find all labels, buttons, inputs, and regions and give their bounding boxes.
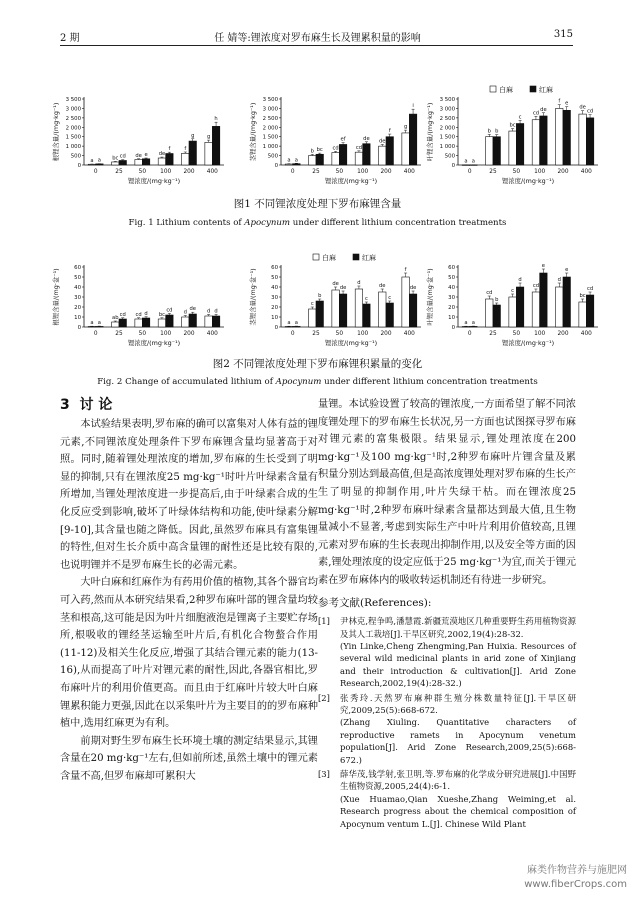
x-tick-label: 100 <box>160 331 172 337</box>
bar <box>363 144 370 165</box>
significance-letter: a <box>287 320 291 327</box>
y-tick-label: 0 <box>451 163 455 169</box>
reference-item <box>318 768 576 830</box>
chart-f1-root <box>51 97 224 185</box>
bar <box>586 118 593 165</box>
significance-letter: ef <box>340 136 346 143</box>
y-tick-label: 3 000 <box>439 106 455 113</box>
significance-letter: de <box>135 152 142 159</box>
chart-f1-leaf <box>425 85 598 185</box>
reference-number: [3] <box>318 769 330 779</box>
significance-letter: f <box>388 128 391 135</box>
y-tick-label: 1 500 <box>262 134 278 141</box>
chart-f1-stem <box>248 97 421 185</box>
bar <box>532 292 539 327</box>
significance-letter: d <box>206 308 211 315</box>
bar <box>182 317 189 327</box>
bar <box>493 137 500 165</box>
bar <box>119 319 126 327</box>
significance-letter: c <box>388 295 392 301</box>
y-tick-label: 1 000 <box>262 144 278 151</box>
significance-letter: a <box>97 320 101 327</box>
significance-letter: de <box>363 135 370 142</box>
header-rule <box>60 45 573 46</box>
bar <box>88 327 95 328</box>
significance-letter: a <box>471 158 475 165</box>
y-axis-label: 根锂含量/(mg·盆⁻¹) <box>52 268 60 326</box>
bar <box>212 126 219 165</box>
reference-item <box>318 692 576 766</box>
y-tick-label: 1 500 <box>439 134 455 141</box>
chart-f2-root <box>51 265 224 347</box>
bar <box>135 319 142 327</box>
significance-letter: c <box>310 301 314 307</box>
bar <box>96 326 103 327</box>
y-tick-label: 2 000 <box>65 125 81 132</box>
bar <box>158 319 165 327</box>
significance-letter: cd <box>586 286 594 292</box>
significance-letter: a <box>90 158 94 165</box>
bar <box>556 287 563 327</box>
bar <box>563 277 570 327</box>
bar <box>293 326 300 327</box>
bar <box>285 327 292 328</box>
significance-letter: h <box>214 116 218 123</box>
significance-letter: bc <box>509 122 516 129</box>
y-tick-label: 3 500 <box>65 97 81 103</box>
significance-letter: cd <box>119 153 126 160</box>
bar <box>332 153 339 165</box>
bar <box>205 142 212 165</box>
legend-swatch <box>530 86 536 92</box>
bar <box>166 153 173 165</box>
bar <box>409 294 416 327</box>
bar <box>509 297 516 327</box>
legend-swatch <box>490 86 496 92</box>
significance-letter: bc <box>316 147 323 154</box>
x-tick-label: 100 <box>534 331 546 337</box>
page-label: 2 期 <box>60 33 80 44</box>
y-tick-label: 40 <box>74 285 81 291</box>
significance-letter: a <box>97 157 101 164</box>
y-tick-label: 50 <box>448 275 455 281</box>
bar <box>462 327 469 328</box>
bar <box>212 316 219 327</box>
x-tick-label: 50 <box>335 331 344 337</box>
significance-letter: cd <box>586 108 594 115</box>
bar <box>309 156 316 165</box>
bar <box>135 160 142 165</box>
y-tick-label: 0 <box>274 325 278 331</box>
y-tick-label: 500 <box>267 153 278 160</box>
section-title: 讨 论 <box>79 397 113 413</box>
legend-label: 白麻 <box>322 254 336 262</box>
significance-letter: c <box>364 296 368 302</box>
figure1-panels <box>0 48 635 208</box>
bar <box>119 160 126 165</box>
y-tick-label: 10 <box>74 315 81 321</box>
bar <box>402 277 409 327</box>
bar <box>540 116 547 165</box>
x-tick-label: 400 <box>580 331 592 337</box>
body-paragraph-continued: 量锂。本试验设置了较高的锂浓度,一方面希望了解不同浓度锂处理下的罗布麻生长状况,另一方面也试图探寻罗布麻对锂元素的富集极限。结果显示,锂处理浓度在200 mg·kg⁻¹及100 mg·kg⁻¹时,2种罗布麻叶片锂含量及累积量分别达到最高值,但是高浓度锂处理对罗布麻的生长产生了明显的抑制作用,叶片失绿干枯。而在锂浓度25 mg·kg⁻¹时,2种罗布麻叶绿素含量都达到最大值,且生物量减小不显著,考虑到实际生产中叶片利用价值较高,且锂元素对罗布麻的生长表现出抑制作用,以及安全等方面的因素,锂处理浓度的设定应低于25 mg·kg⁻¹为宜,而关于锂元素在罗布麻体内的吸收转运机制还有待进一步研究。 <box>318 399 576 586</box>
y-tick-label: 3 000 <box>262 106 278 113</box>
bar <box>586 295 593 327</box>
y-tick-label: 2 000 <box>439 125 455 132</box>
bar <box>516 287 523 327</box>
section-heading <box>60 394 112 414</box>
body-paragraph: 大叶白麻和红麻作为有药用价值的植物,其各个器官均可入药,然而从本研究结果看,2种罗布麻叶部的锂含量均较茎和根高,这可能是因为叶片细胞液泡是锂离子主要贮存场所,根吸收的锂经茎运输至叶片后,有机化合物螯合作用(11-12)及相关生化反应,增强了其结合锂元素的能力(13-16),从而提高了叶片对锂元素的耐性,因此,各器官相比,罗布麻叶片的利用价值更高。而且由于红麻叶片较大叶白麻锂累积能力更强,因此在以采集叶片为主要目的的罗布麻种植中,选用红麻更为有利。 <box>60 577 318 730</box>
figure2-caption-cn: 图2 不同锂浓度处理下罗布麻锂积累量的变化 <box>212 358 423 370</box>
significance-letter: c <box>511 288 515 294</box>
x-tick-label: 50 <box>138 331 147 337</box>
body-right-column <box>318 396 576 832</box>
bar <box>205 316 212 327</box>
x-tick-label: 0 <box>467 169 472 175</box>
bar <box>309 309 316 327</box>
bar <box>96 164 103 165</box>
figure2-panels <box>0 238 635 360</box>
bar <box>402 133 409 165</box>
x-tick-label: 0 <box>467 331 472 337</box>
bar <box>142 159 149 165</box>
significance-letter: c <box>518 114 522 121</box>
y-tick-label: 10 <box>271 315 278 321</box>
significance-letter: bc <box>112 155 119 162</box>
bar <box>142 318 149 327</box>
reference-number: [2] <box>318 692 330 703</box>
x-tick-label: 200 <box>183 169 195 175</box>
bar <box>579 114 586 165</box>
y-tick-label: 10 <box>448 315 455 321</box>
x-axis-label: 锂浓度/(mg·kg⁻¹) <box>501 339 555 347</box>
y-axis-label: 茎锂含量/(mg·盆⁻¹) <box>249 268 257 326</box>
x-tick-label: 0 <box>290 169 295 175</box>
significance-letter: f <box>184 145 187 152</box>
significance-letter: d <box>183 309 187 316</box>
y-tick-label: 60 <box>448 265 455 271</box>
x-axis-label: 锂浓度/(mg·kg⁻¹) <box>501 177 555 185</box>
y-tick-label: 50 <box>74 275 81 281</box>
x-tick-label: 25 <box>489 331 497 337</box>
x-tick-label: 0 <box>93 331 98 337</box>
bar <box>285 164 292 165</box>
significance-letter: b <box>495 297 499 303</box>
x-tick-label: 50 <box>512 331 521 337</box>
bar <box>166 315 173 327</box>
bar <box>379 292 386 327</box>
significance-letter: cd <box>332 145 339 152</box>
bar <box>532 120 539 165</box>
references-heading: 参考文献(References): <box>318 596 432 609</box>
x-axis-label: 锂浓度/(mg·kg⁻¹) <box>324 339 378 347</box>
significance-letter: f <box>404 267 407 273</box>
y-tick-label: 1 000 <box>65 144 81 151</box>
x-tick-label: 0 <box>93 169 98 175</box>
x-tick-label: 200 <box>380 169 392 175</box>
x-axis-label: 锂浓度/(mg·kg⁻¹) <box>324 177 378 185</box>
significance-letter: de <box>579 104 586 111</box>
figure2-caption-en: Fig. 2 Change of accumulated lithium of Apocynum under different lithium concentration treatments <box>97 377 538 387</box>
y-tick-label: 0 <box>77 325 81 331</box>
y-tick-label: 2 500 <box>262 115 278 122</box>
significance-letter: d <box>557 277 561 283</box>
y-tick-label: 500 <box>70 153 81 160</box>
x-tick-label: 100 <box>160 169 172 175</box>
y-tick-label: 60 <box>74 265 81 271</box>
x-tick-label: 50 <box>512 169 521 175</box>
legend-swatch <box>313 254 319 260</box>
x-axis-label: 锂浓度/(mg·kg⁻¹) <box>127 339 181 347</box>
y-tick-label: 2 500 <box>65 115 81 122</box>
bar <box>339 294 346 327</box>
y-tick-label: 500 <box>444 153 455 160</box>
x-tick-label: 50 <box>138 169 147 175</box>
significance-letter: e <box>144 152 148 159</box>
x-tick-label: 25 <box>115 331 123 337</box>
significance-letter: a <box>90 320 94 327</box>
x-tick-label: 400 <box>206 331 218 337</box>
bar <box>112 162 119 165</box>
significance-letter: e <box>565 100 569 107</box>
y-axis-label: 叶锂含量/(mg·盆⁻¹) <box>426 268 434 326</box>
bar <box>516 124 523 165</box>
x-tick-label: 25 <box>489 169 497 175</box>
x-tick-label: 100 <box>534 169 546 175</box>
x-tick-label: 100 <box>357 331 369 337</box>
significance-letter: a <box>464 158 468 165</box>
bar <box>355 289 362 327</box>
y-axis-label: 茎锂含量/(mg·kg⁻¹) <box>249 102 257 162</box>
y-tick-label: 2 000 <box>262 125 278 132</box>
reference-cn: 尹林克,程争鸣,潘慧霞.新疆荒漠地区几种重要野生药用植物资源及其人工栽培[J].干旱区研究,2002,19(4):28-32. <box>340 616 576 639</box>
running-title: 任 婧等:锂浓度对罗布麻生长及锂累积量的影响 <box>214 33 421 44</box>
y-tick-label: 60 <box>271 265 278 271</box>
x-tick-label: 400 <box>206 169 218 175</box>
y-tick-label: 1 500 <box>65 134 81 141</box>
x-tick-label: 0 <box>290 331 295 337</box>
reference-cn: 薛华茂,钱学射,张卫明,等.罗布麻的化学成分研究进展[J].中国野生植物资源,2005,24(4):6-1. <box>340 769 576 792</box>
y-tick-label: 0 <box>451 325 455 331</box>
section-number: 3 <box>60 397 70 413</box>
y-tick-label: 3 500 <box>262 97 278 103</box>
bar <box>579 302 586 327</box>
significance-letter: b <box>495 128 499 135</box>
y-tick-label: 20 <box>74 305 81 311</box>
significance-letter: e <box>541 263 546 269</box>
significance-letter: bc <box>158 311 166 318</box>
significance-letter: de <box>332 281 339 287</box>
significance-letter: b <box>318 293 322 299</box>
y-tick-label: 0 <box>274 163 278 169</box>
significance-letter: cd <box>532 283 540 289</box>
x-tick-label: 400 <box>580 169 592 175</box>
bar <box>563 110 570 165</box>
x-tick-label: 100 <box>357 169 369 175</box>
page-number: 315 <box>553 29 573 40</box>
y-tick-label: 20 <box>448 305 455 311</box>
bar <box>316 301 323 327</box>
significance-letter: b <box>487 128 491 135</box>
significance-letter: a <box>464 320 468 327</box>
x-tick-label: 25 <box>312 169 320 175</box>
x-tick-label: 200 <box>557 331 569 337</box>
y-tick-label: 30 <box>271 295 278 301</box>
significance-letter: g <box>191 132 195 139</box>
reference-en: (Xue Huamao,Qian Xueshe,Zhang Weiming,et al. Research progress about the chemical composition of Apocynum ventum L.[J]. Chinese Wild Plant <box>340 793 576 829</box>
chart-f2-stem <box>248 253 421 347</box>
y-tick-label: 1 000 <box>439 144 455 151</box>
y-tick-label: 50 <box>271 275 278 281</box>
significance-letter: d <box>144 310 148 317</box>
y-tick-label: 40 <box>448 285 455 291</box>
y-tick-label: 30 <box>74 295 81 301</box>
significance-letter: cd <box>486 290 493 296</box>
significance-letter: bc <box>579 293 586 299</box>
bar <box>355 152 362 165</box>
x-tick-label: 400 <box>403 331 415 337</box>
bar <box>379 146 386 165</box>
bar <box>158 158 165 165</box>
reference-en: (Zhang Xiuling. Quantitative characters of reproductive ramets in Apocynum venetum population[J]. Arid Zone Research,2009,25(5):668-672.) <box>340 717 576 765</box>
y-tick-label: 40 <box>271 285 278 291</box>
figure1-caption-cn: 图1 不同锂浓度处理下罗布麻锂含量 <box>233 198 402 210</box>
significance-letter: g <box>206 134 211 141</box>
significance-letter: ab <box>112 315 119 321</box>
legend-label: 红麻 <box>362 254 376 262</box>
bar <box>189 314 196 327</box>
reference-item <box>318 615 576 689</box>
reference-cn: 张秀玲.天然罗布麻种群生殖分株数量特征[J].干旱区研究,2009,25(5):668-672. <box>340 692 576 715</box>
x-tick-label: 200 <box>557 169 569 175</box>
significance-letter: f <box>558 98 561 105</box>
significance-letter: g <box>403 124 408 131</box>
x-tick-label: 25 <box>312 331 320 337</box>
significance-letter: cd <box>355 144 363 151</box>
significance-letter: a <box>294 320 298 327</box>
bar <box>486 137 493 165</box>
x-tick-label: 200 <box>183 331 195 337</box>
body-paragraph: 前期对野生罗布麻生长环境土壤的测定结果显示,其锂含量在20 mg·kg⁻¹左右,但如前所述,虽然土壤中的锂元素含量不高,但罗布麻却可累积大 <box>60 735 318 782</box>
significance-letter: de <box>189 306 196 313</box>
significance-letter: de <box>158 151 166 158</box>
bar <box>112 322 119 327</box>
bar <box>316 154 323 165</box>
significance-letter: de <box>379 138 386 145</box>
x-tick-label: 25 <box>115 169 123 175</box>
bar <box>88 164 95 165</box>
bar <box>182 153 189 165</box>
y-axis-label: 叶锂含量/(mg·kg⁻¹) <box>426 102 434 162</box>
bar <box>493 305 500 327</box>
body-paragraph: 本试验结果表明,罗布麻的确可以富集对人体有益的锂元素,不同锂浓度处理条件下罗布麻锂含量均显著高于对照。同时,随着锂处理浓度的增加,罗布麻的生长受到了明显的抑制,只有在锂浓度25 mg·kg⁻¹时叶片叶绿素含量有所增加,当锂处理浓度进一步提高后,由于叶绿素合成的生化反应受到影响,破坏了叶绿体结构和功能,使叶绿素分解[9-10],其含量也随之降低。因此,虽然罗布麻具有富集锂的特性,但对生长介质中高含量锂的耐性还是比较有限的,也说明锂并不是罗布麻生长的必需元素。 <box>60 419 318 571</box>
y-tick-label: 20 <box>271 305 278 311</box>
site-watermark: 麻类作物营养与施肥网 www.fiberCrops.com <box>524 865 627 890</box>
bar <box>509 131 516 165</box>
body-left-column <box>60 416 318 785</box>
legend-swatch <box>353 254 359 260</box>
bar <box>486 299 493 327</box>
reference-en: (Yin Linke,Cheng Zhengming,Pan Huixia. Resources of several wild medicinal plants in arid zone of Xinjiang and their introduction & cultivation[J]. Arid Zone Research,2002,19(4):28-32.) <box>340 640 576 689</box>
legend-label: 白麻 <box>499 86 513 94</box>
significance-letter: cd <box>119 311 126 318</box>
bar <box>386 303 393 327</box>
x-axis-label: 锂浓度/(mg·kg⁻¹) <box>127 177 181 185</box>
bar <box>189 141 196 165</box>
significance-letter: de <box>379 283 386 289</box>
legend-label: 红麻 <box>539 86 553 94</box>
significance-letter: de <box>409 285 417 291</box>
chart-f2-leaf <box>425 263 598 347</box>
significance-letter: de <box>339 285 347 291</box>
significance-letter: d <box>518 277 522 283</box>
significance-letter: a <box>287 157 291 164</box>
significance-letter: b <box>310 148 314 155</box>
bar <box>386 137 393 165</box>
significance-letter: d <box>214 308 218 315</box>
y-tick-label: 30 <box>448 295 455 301</box>
bar <box>293 164 300 165</box>
significance-letter: de <box>540 106 547 113</box>
significance-letter: a <box>294 157 298 164</box>
x-tick-label: 50 <box>335 169 344 175</box>
significance-letter: cd <box>166 307 173 314</box>
significance-letter: cd <box>532 110 540 117</box>
y-tick-label: 3 500 <box>439 97 455 103</box>
x-tick-label: 200 <box>380 331 392 337</box>
reference-number: [1] <box>318 616 330 627</box>
x-tick-label: 400 <box>403 169 415 175</box>
significance-letter: cd <box>135 311 142 318</box>
bar <box>470 326 477 327</box>
y-tick-label: 0 <box>77 163 81 169</box>
significance-letter: i <box>412 103 414 110</box>
y-tick-label: 2 500 <box>439 115 455 122</box>
bar <box>556 108 563 165</box>
bar <box>339 144 346 165</box>
bar <box>332 290 339 327</box>
significance-letter: d <box>357 280 361 286</box>
bar <box>363 304 370 327</box>
significance-letter: f <box>168 146 171 153</box>
bar <box>409 114 416 165</box>
figure1-caption-en: Fig. 1 Lithium contents of Apocynum under different lithium concentration treatments <box>128 218 507 228</box>
y-tick-label: 3 000 <box>65 106 81 113</box>
significance-letter: a <box>471 320 475 327</box>
bar <box>540 273 547 327</box>
y-axis-label: 根锂含量/(mg·kg⁻¹) <box>52 102 60 162</box>
significance-letter: e <box>565 267 569 273</box>
